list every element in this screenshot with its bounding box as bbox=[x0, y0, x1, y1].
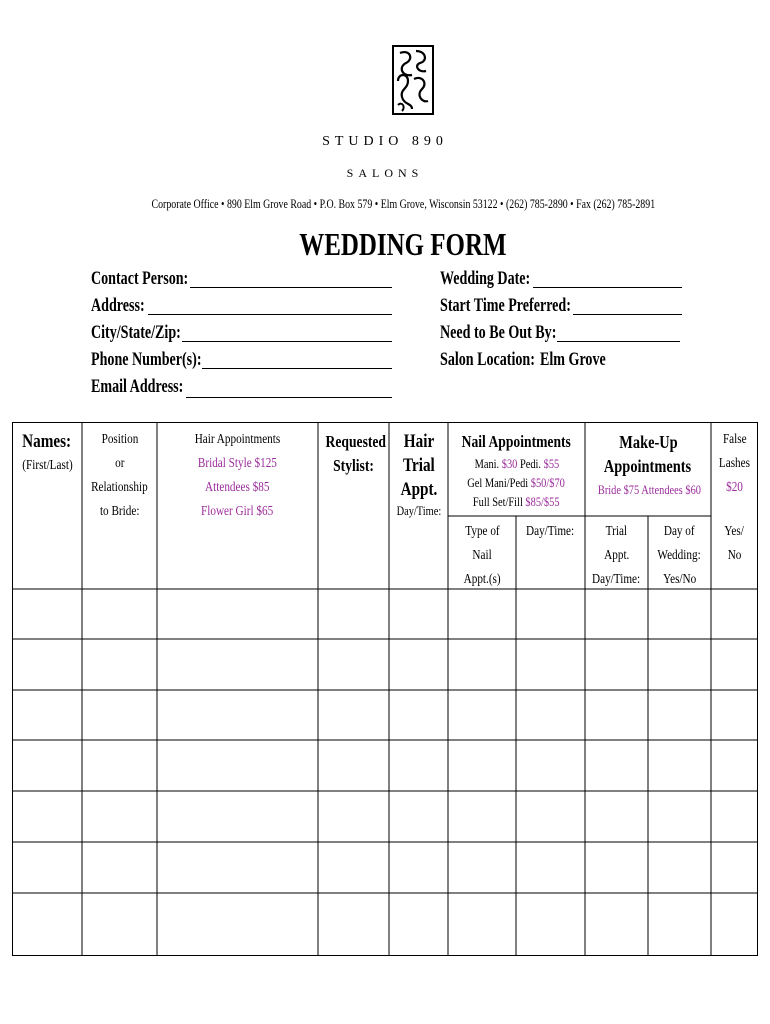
address-label: Address: bbox=[91, 295, 145, 316]
out-by-label: Need to Be Out By: bbox=[440, 322, 557, 343]
city-state-zip-label: City/State/Zip: bbox=[91, 322, 181, 343]
table-row[interactable] bbox=[12, 791, 758, 842]
table-row[interactable] bbox=[12, 690, 758, 740]
email-address-label: Email Address: bbox=[91, 376, 184, 397]
phone-number-field[interactable] bbox=[202, 368, 392, 369]
contact-person-field[interactable] bbox=[190, 287, 392, 288]
out-by-field[interactable] bbox=[557, 341, 680, 342]
false-lashes-subheader: Yes/ No bbox=[724, 524, 745, 563]
corporate-address: Corporate Office • 890 Elm Grove Road • P.O. Box 579 • Elm Grove, Wisconsin 53122 • (262) 785-2890 • Fax (262) 785-2891 bbox=[151, 196, 655, 211]
studio-890-logo-icon bbox=[392, 45, 434, 115]
nail-type-subheader: Type of Nail Appt.(s) bbox=[463, 524, 501, 587]
table-row[interactable] bbox=[12, 740, 758, 791]
start-time-label: Start Time Preferred: bbox=[440, 295, 571, 316]
table-row[interactable] bbox=[12, 842, 758, 893]
nail-appointments-column-header: Nail Appointments Mani. $30 Pedi. $55 Gel Mani/Pedi $50/$70 Full Set/Fill $85/$55 bbox=[461, 432, 572, 509]
salon-location-label: Salon Location: bbox=[440, 349, 535, 370]
brand-name: STUDIO 890 bbox=[322, 134, 448, 149]
makeup-trial-subheader: Trial Appt. Day/Time: bbox=[592, 524, 641, 587]
start-time-field[interactable] bbox=[573, 314, 682, 315]
hair-trial-column-header: Hair Trial Appt. Day/Time: bbox=[396, 431, 441, 518]
makeup-wedding-day-subheader: Day of Wedding: Yes/No bbox=[657, 524, 702, 587]
false-lashes-column-header: False Lashes $20 bbox=[718, 432, 751, 495]
makeup-appointments-column-header: Make-Up Appointments Bride $75 Attendees $60 bbox=[597, 432, 702, 497]
nail-daytime-subheader: Day/Time: bbox=[526, 524, 575, 539]
table-row[interactable] bbox=[12, 589, 758, 639]
wedding-date-label: Wedding Date: bbox=[440, 268, 531, 289]
form-title: WEDDING FORM bbox=[299, 226, 507, 262]
city-state-zip-field[interactable] bbox=[182, 341, 392, 342]
table-row[interactable] bbox=[12, 893, 758, 956]
hair-appointments-column-header: Hair Appointments Bridal Style $125 Attendees $85 Flower Girl $65 bbox=[194, 432, 281, 519]
contact-person-label: Contact Person: bbox=[91, 268, 189, 289]
email-address-field[interactable] bbox=[186, 397, 392, 398]
table-row[interactable] bbox=[12, 639, 758, 690]
brand-subtitle: SALONS bbox=[346, 166, 424, 180]
salon-location-value: Elm Grove bbox=[540, 349, 606, 370]
requested-stylist-column-header: Requested Stylist: bbox=[325, 432, 387, 475]
wedding-date-field[interactable] bbox=[533, 287, 682, 288]
position-column-header: Position or Relationship to Bride: bbox=[91, 432, 148, 519]
phone-number-label: Phone Number(s): bbox=[91, 349, 202, 370]
names-column-header: Names: (First/Last) bbox=[21, 431, 73, 473]
address-field[interactable] bbox=[148, 314, 392, 315]
